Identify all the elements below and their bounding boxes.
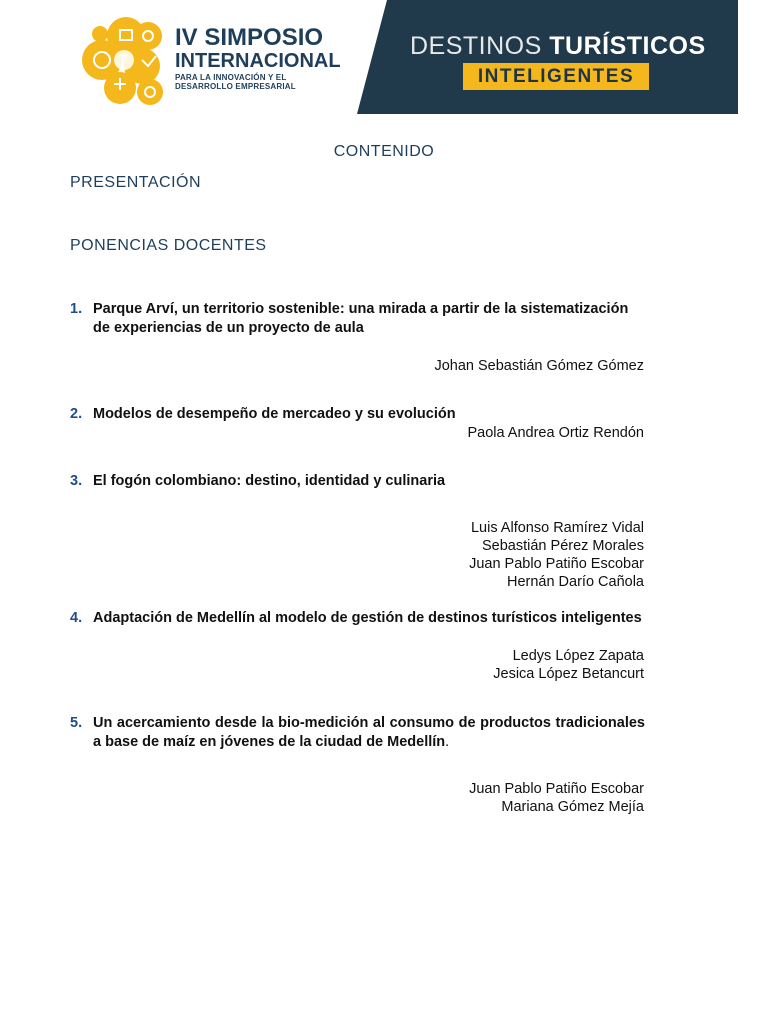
symposium-line2: INTERNACIONAL	[175, 50, 341, 72]
author-name: Ledys López Zapata	[512, 648, 644, 664]
contents-title: CONTENIDO	[333, 143, 435, 160]
author-name: Sebastián Pérez Morales	[482, 538, 644, 554]
symposium-logo	[80, 14, 172, 108]
item-title: Parque Arví, un territorio sostenible: una mirada a partir de la sistematización de experiencias de un proyecto de aula	[93, 301, 629, 336]
item-number: 2.	[70, 406, 83, 422]
header-banner	[0, 0, 768, 115]
symposium-line4: DESARROLLO EMPRESARIAL	[175, 82, 296, 91]
author-name: Hernán Darío Cañola	[506, 574, 644, 590]
item-title	[93, 714, 645, 752]
item-authors	[469, 519, 644, 591]
symposium-title	[175, 24, 341, 91]
author-name: Juan Pablo Patiño Escobar	[469, 781, 644, 797]
item-number: 1.	[70, 301, 83, 317]
item-title: Adaptación de Medellín al modelo de gestión de destinos turísticos inteligentes	[93, 610, 642, 626]
destinos-bold: TURÍSTICOS	[549, 32, 706, 60]
inteligentes-badge: INTELIGENTES	[463, 63, 649, 90]
toc-item[interactable]	[70, 472, 645, 491]
item-title-text: Un acercamiento desde la bio-medición al consumo de productos tradicionales a base de maíz en jóvenes de la ciudad de Medellín	[93, 715, 645, 750]
destinos-light: DESTINOS	[410, 32, 542, 60]
item-title: Modelos de desempeño de mercadeo y su evolución	[93, 406, 456, 422]
toc-item[interactable]	[70, 300, 645, 338]
author-name: Jesica López Betancurt	[493, 666, 644, 682]
author-name: Johan Sebastián Gómez Gómez	[434, 358, 644, 374]
item-title-suffix: .	[445, 734, 450, 750]
toc-item[interactable]	[70, 714, 645, 752]
presentacion-link[interactable]: PRESENTACIÓN	[70, 174, 202, 191]
item-authors	[493, 647, 644, 683]
item-authors	[469, 780, 644, 816]
author-name: Juan Pablo Patiño Escobar	[469, 556, 644, 572]
toc-item[interactable]	[70, 405, 645, 424]
destinos-title	[410, 32, 720, 61]
toc-item[interactable]	[70, 609, 645, 628]
item-number: 3.	[70, 473, 83, 489]
symposium-line1: IV SIMPOSIO	[175, 24, 324, 51]
author-name: Luis Alfonso Ramírez Vidal	[470, 520, 644, 536]
item-number: 5.	[70, 715, 83, 731]
item-authors	[434, 357, 644, 375]
symposium-line3: PARA LA INNOVACIÓN Y EL	[175, 73, 287, 82]
author-name: Paola Andrea Ortiz Rendón	[467, 425, 644, 441]
author-name: Mariana Gómez Mejía	[501, 799, 644, 815]
item-number: 4.	[70, 610, 83, 626]
item-authors	[467, 424, 644, 442]
ponencias-heading: PONENCIAS DOCENTES	[70, 237, 267, 254]
item-title: El fogón colombiano: destino, identidad y culinaria	[93, 473, 446, 489]
